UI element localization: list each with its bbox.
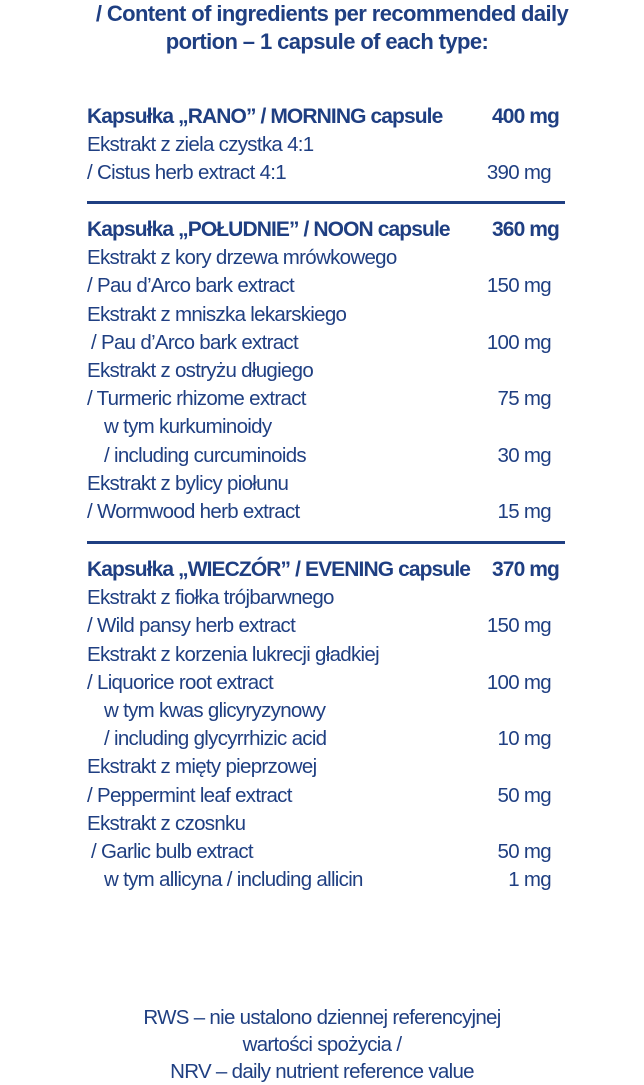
ingredient-name: Ekstrakt z mięty pieprzowej — [87, 755, 317, 779]
section-amount: 370 mg — [492, 558, 559, 581]
section-noon — [87, 216, 565, 526]
ingredient-name: / Pau d’Arco bark extract — [87, 274, 294, 298]
ingredient-name: Ekstrakt z kory drzewa mrówkowego — [87, 246, 397, 270]
header-line-2: portion – 1 capsule of each type: — [165, 29, 489, 54]
ingredient-amount: 100 mg — [486, 330, 551, 354]
section-title-row — [87, 216, 565, 244]
ingredient-amount: 30 mg — [497, 443, 551, 467]
ingredient-amount: 1 mg — [508, 868, 551, 892]
ingredient-amount: 50 mg — [497, 783, 551, 807]
section-evening — [87, 556, 565, 894]
footnote-line-3: NRV – daily nutrient reference value — [170, 1060, 474, 1083]
ingredient-row — [87, 385, 565, 413]
ingredient-row — [87, 244, 565, 272]
ingredient-name: / including glycyrrhizic acid — [104, 727, 327, 751]
ingredient-row — [87, 669, 565, 697]
ingredient-row — [87, 301, 565, 329]
ingredient-row — [87, 725, 565, 753]
section-title-row — [87, 556, 565, 584]
section-title: Kapsułka „RANO” / MORNING capsule — [87, 105, 443, 128]
ingredient-name: / Liquorice root extract — [87, 670, 274, 694]
ingredient-row — [87, 357, 565, 385]
ingredient-row — [87, 838, 565, 866]
ingredient-row — [87, 272, 565, 300]
ingredient-row — [87, 131, 565, 159]
ingredient-row — [87, 810, 565, 838]
ingredient-name: Ekstrakt z ostryżu długiego — [87, 358, 314, 382]
ingredient-name: / Wild pansy herb extract — [87, 614, 296, 638]
ingredients-header — [0, 0, 644, 56]
ingredient-row — [87, 498, 565, 526]
ingredient-row — [87, 470, 565, 498]
ingredient-row — [87, 329, 565, 357]
ingredient-name: Ekstrakt z czosnku — [87, 811, 246, 835]
ingredient-name: / Turmeric rhizome extract — [87, 387, 306, 411]
ingredient-name: w tym kwas glicyryzynowy — [104, 698, 326, 722]
ingredient-row — [87, 584, 565, 612]
ingredient-name: Ekstrakt z fiołka trójbarwnego — [87, 586, 334, 610]
ingredient-row — [87, 159, 565, 187]
ingredient-amount: 15 mg — [497, 499, 551, 523]
ingredient-amount: 100 mg — [486, 670, 551, 694]
ingredient-name: / Cistus herb extract 4:1 — [87, 161, 286, 185]
section-title: Kapsułka „POŁUDNIE” / NOON capsule — [87, 218, 450, 241]
ingredient-name: / Pau d’Arco bark extract — [91, 330, 298, 354]
footnote-line-2: wartości spożycia / — [242, 1033, 402, 1056]
ingredient-amount: 50 mg — [497, 839, 551, 863]
ingredient-name: / Peppermint leaf extract — [87, 783, 292, 807]
nrv-footnote — [0, 1004, 644, 1085]
section-morning — [87, 103, 565, 188]
ingredient-name: / Garlic bulb extract — [91, 839, 253, 863]
ingredient-name: Ekstrakt z ziela czystka 4:1 — [87, 133, 314, 157]
section-divider — [87, 541, 565, 544]
ingredient-name: Ekstrakt z mniszka lekarskiego — [87, 302, 347, 326]
ingredient-row — [87, 753, 565, 781]
ingredient-row — [87, 697, 565, 725]
ingredient-row — [87, 782, 565, 810]
ingredient-name: w tym kurkuminoidy — [104, 415, 272, 439]
ingredient-row — [87, 641, 565, 669]
section-title-row — [87, 103, 565, 131]
section-amount: 360 mg — [492, 218, 559, 241]
section-title: Kapsułka „WIECZÓR” / EVENING capsule — [87, 558, 471, 581]
ingredient-row — [87, 413, 565, 441]
footnote-line-1: RWS – nie ustalono dziennej referencyjnej — [143, 1006, 501, 1029]
ingredient-amount: 150 mg — [486, 274, 551, 298]
ingredient-name: Ekstrakt z bylicy piołunu — [87, 471, 289, 495]
ingredient-name: Ekstrakt z korzenia lukrecji gładkiej — [87, 642, 379, 666]
ingredient-amount: 390 mg — [486, 161, 551, 185]
ingredient-row — [87, 442, 565, 470]
ingredient-amount: 10 mg — [497, 727, 551, 751]
ingredient-name: / Wormwood herb extract — [87, 499, 300, 523]
ingredient-amount: 75 mg — [497, 387, 551, 411]
header-line-1: / Content of ingredients per recommended daily — [95, 1, 569, 26]
ingredient-amount: 150 mg — [486, 614, 551, 638]
ingredient-row — [87, 612, 565, 640]
section-divider — [87, 201, 565, 204]
ingredient-name: w tym allicyna / including allicin — [104, 868, 363, 892]
ingredient-name: / including curcuminoids — [104, 443, 306, 467]
section-amount: 400 mg — [492, 105, 559, 128]
ingredient-row — [87, 866, 565, 894]
